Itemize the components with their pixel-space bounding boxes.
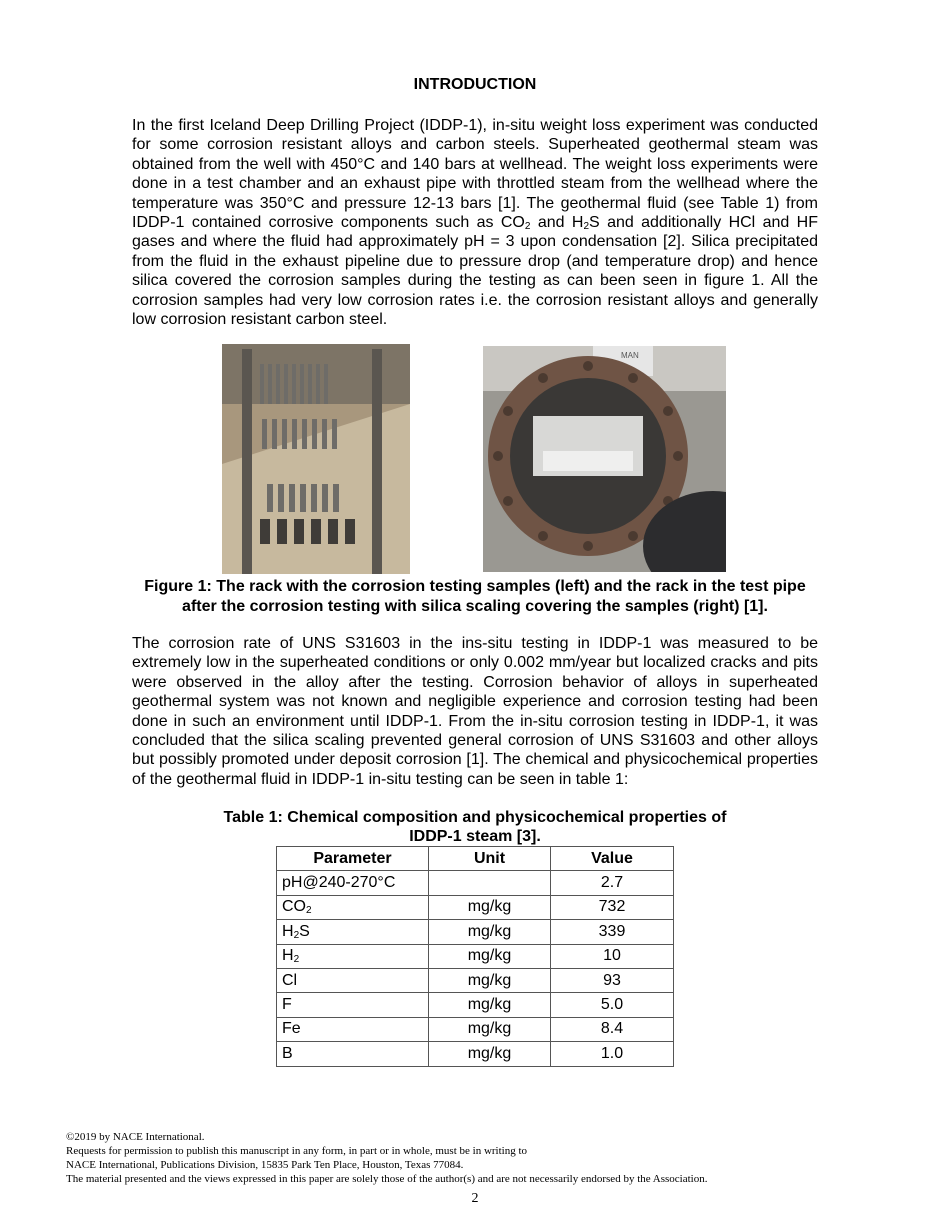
corrosion-rack-photo [222,344,410,574]
table-row [277,993,674,1017]
parameter-cell: B [277,1042,429,1066]
table-row [277,1042,674,1066]
table-row [277,968,674,992]
unit-cell: mg/kg [429,993,551,1017]
page-number: 2 [471,1191,479,1206]
parameter-cell: $CO_2$ [277,895,429,919]
unit-cell: mg/kg [429,1042,551,1066]
unit-cell [429,871,551,895]
value-cell: 1.0 [551,1042,674,1066]
table-row [277,1017,674,1041]
table-header-cell: Unit [429,847,551,871]
copyright-footer: ©2019 by NACE International. Requests for permission to publish this manuscript in any form, in part or in whole, must be in writing to NACE International, Publications Division, 15835 Park Ten Place, Houston, Texas 77084. The material presented and the views expressed in this paper are solely those of the author(s) and are not necessarily endorsed by the Association. [66,1131,708,1185]
properties-table [276,846,674,1067]
parameter-cell: pH@240-270°C [277,871,429,895]
figure-caption: Figure 1: The rack with the corrosion testing samples (left) and the rack in the test pipe after the corrosion testing with silica scaling covering the samples (right) [1]. [144,578,806,615]
table-header-row [277,847,674,871]
value-cell: 2.7 [551,871,674,895]
parameter-cell: F [277,993,429,1017]
parameter-cell: Fe [277,1017,429,1041]
truck-logo-text: MAN [621,351,639,360]
unit-cell: mg/kg [429,895,551,919]
value-cell: 732 [551,895,674,919]
section-heading: INTRODUCTION [413,76,537,93]
parameter-cell: $H_2S$ [277,920,429,944]
table-row [277,871,674,895]
unit-cell: mg/kg [429,968,551,992]
test-pipe-photo [483,346,726,572]
unit-cell: mg/kg [429,1017,551,1041]
intro-paragraph-1: In the first Iceland Deep Drilling Project (IDDP-1), in-situ weight loss experiment was conducted for some corrosion resistant alloys and carbon steels. Superheated geothermal steam was obtained from the well with 450°C and 140 bars at wellhead. The weight loss experiments were done in a test chamber and an exhaust pipe with throttled steam from the wellhead where the temperature was 350°C and pressure 12-13 bars [1]. The geothermal fluid (see Table 1) from IDDP-1 contained corrosive components such as $CO_2$ and $H_2S$ and additionally HCl and HF gases and where the fluid had approximately pH = 3 upon condensation [2]. Silica precipitated from the fluid in the exhaust pipeline due to pressure drop (and temperature drop) and hence silica covered the corrosion samples during the testing as can been seen in figure 1. All the corrosion samples had very low corrosion rates i.e. the corrosion resistant alloys and generally low corrosion resistant carbon steel. [132,117,819,329]
table-row [277,895,674,919]
table-row [277,944,674,968]
value-cell: 5.0 [551,993,674,1017]
value-cell: 339 [551,920,674,944]
intro-paragraph-2: The corrosion rate of UNS S31603 in the ins-situ testing in IDDP-1 was measured to be extremely low in the superheated conditions or only 0.002 mm/year but localized cracks and pits were observed in the alloy after the testing. Corrosion behavior of alloys in superheated geothermal system was not known and negligible experience and corrosion testing had been done in such an environment until IDDP-1. From the in-situ corrosion testing in IDDP-1, it was concluded that the silica scaling prevented general corrosion of UNS S31603 and other alloys but possibly promoted under deposit corrosion [1]. The chemical and physicochemical properties of the geothermal fluid in IDDP-1 in-situ testing can be seen in table 1: [132,635,818,788]
value-cell: 8.4 [551,1017,674,1041]
table-header-cell: Value [551,847,674,871]
unit-cell: mg/kg [429,920,551,944]
table-row [277,920,674,944]
parameter-cell: $H_2$ [277,944,429,968]
table-header-cell: Parameter [277,847,429,871]
unit-cell: mg/kg [429,944,551,968]
value-cell: 93 [551,968,674,992]
table-title: Table 1: Chemical composition and physicochemical properties of IDDP-1 steam [3]. [223,809,727,845]
value-cell: 10 [551,944,674,968]
parameter-cell: Cl [277,968,429,992]
